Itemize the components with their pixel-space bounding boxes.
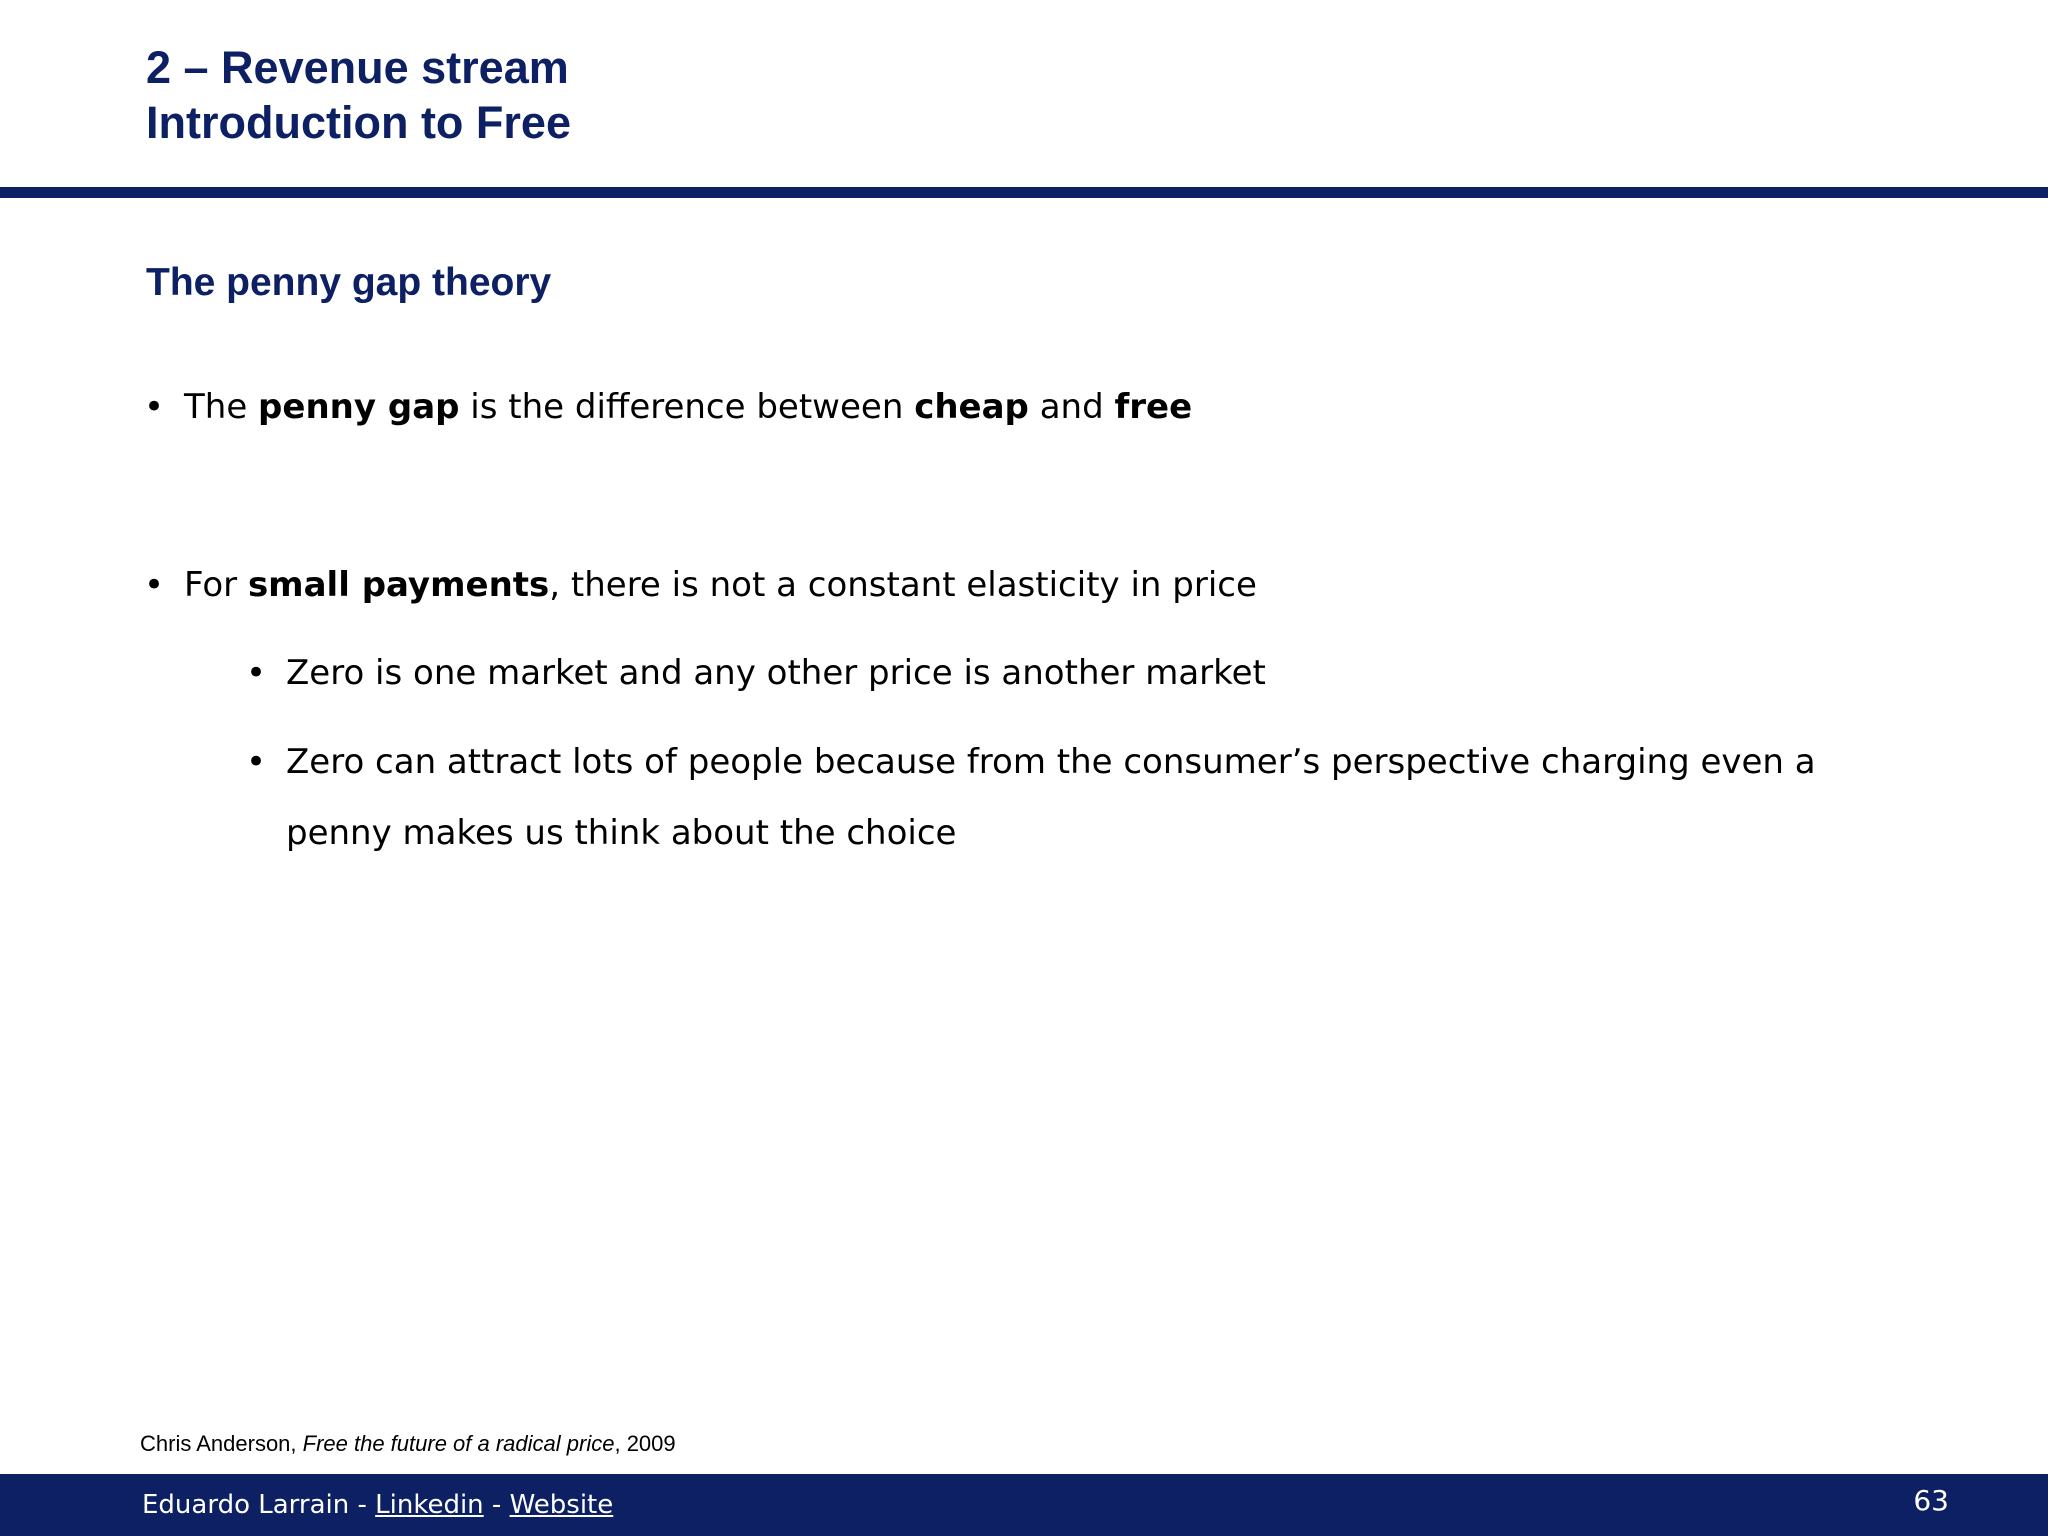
citation-year: , 2009 <box>614 1431 676 1456</box>
bullet-bold: cheap <box>914 387 1029 427</box>
bullet-bold: penny gap <box>258 387 460 427</box>
slide-title <box>146 40 571 150</box>
bullet-text: The <box>184 387 259 427</box>
bullet-bold: small payments <box>247 565 550 605</box>
sub-bullet-zero-attracts <box>246 727 1886 869</box>
bullet-text: and <box>1028 387 1115 427</box>
bullet-bold: free <box>1114 387 1193 427</box>
citation-book: Free the future of a radical price <box>302 1431 615 1456</box>
footer-author: Eduardo Larrain - <box>142 1490 376 1520</box>
title-divider <box>0 187 2048 198</box>
bullet-penny-gap <box>144 372 1884 443</box>
slide-title-line-2: Introduction to Free <box>146 97 571 148</box>
bullet-text: For <box>184 565 248 605</box>
section-heading: The penny gap theory <box>146 261 552 304</box>
citation-author: Chris Anderson, <box>140 1431 303 1456</box>
sub-bullet-zero-market <box>246 638 1886 709</box>
footer-separator: - <box>483 1490 510 1520</box>
linkedin-link[interactable]: Linkedin <box>375 1490 484 1520</box>
bullet-marker: • <box>246 653 267 693</box>
bullet-marker: • <box>144 387 165 427</box>
footer-credits <box>142 1488 613 1522</box>
website-link[interactable]: Website <box>509 1490 614 1520</box>
bullet-marker: • <box>144 565 165 605</box>
footer-bar <box>0 1474 2048 1536</box>
page-number: 63 <box>1913 1484 1949 1517</box>
citation <box>140 1430 676 1458</box>
bullet-text: Zero can attract lots of people because from the consumer’s perspective charging even a penny makes us think about the choice <box>286 742 1816 853</box>
bullet-small-payments <box>144 550 1884 621</box>
slide-title-line-1: 2 – Revenue stream <box>146 42 569 93</box>
bullet-text: , there is not a constant elasticity in price <box>549 565 1257 605</box>
bullet-text: is the difference between <box>459 387 915 427</box>
bullet-text: Zero is one market and any other price is another market <box>286 653 1266 693</box>
bullet-marker: • <box>246 742 267 782</box>
